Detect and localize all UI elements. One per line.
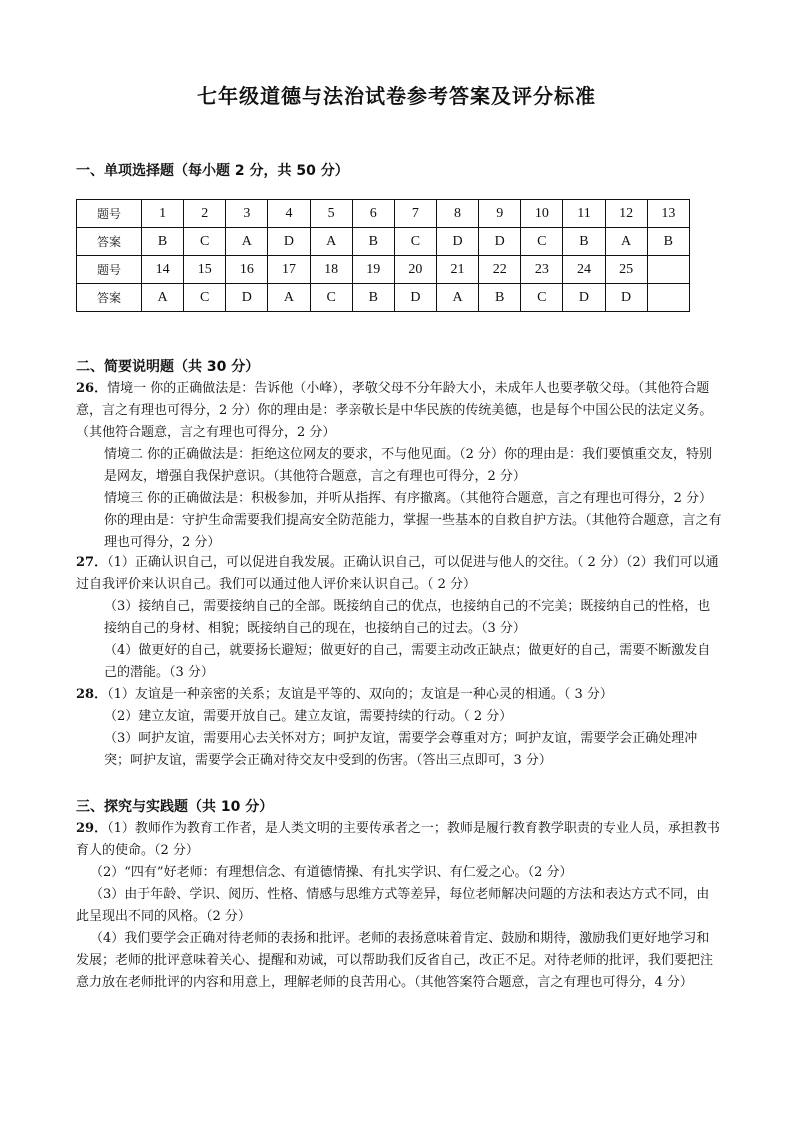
answer-cell: B [142,228,184,256]
q29-paragraph-2: （2）“四有”好老师：有理想信念、有道德情操、有扎实学识、有仁爱之心。（2 分） [90,865,573,880]
question-number: 6 [352,200,394,228]
question-number: 2 [184,200,226,228]
answer-cell: C [394,228,436,256]
question-number: 20 [394,256,436,284]
question-number: 16 [226,256,268,284]
answer-cell: B [563,228,605,256]
answer-cell: B [479,284,521,312]
section3-heading: 三、探究与实践题（共 10 分） [76,799,274,815]
question-number: 3 [226,200,268,228]
question-number: 24 [563,256,605,284]
page-title: 七年级道德与法治试卷参考答案及评分标准 [197,84,596,108]
answer-cell: B [352,284,394,312]
answer-cell: C [521,228,563,256]
q29-text-4: （4）我们要学会正确对待老师的表扬和批评。老师的表扬意味着肯定、鼓励和期待，激励我们更好地学习和发展；老师的批评意味着关心、提醒和劝诫，可以帮助我们反省自己，改正不足。对待老师的批评，我们要把注意力放在老师批评的内容和用意上，理解老师的良苦用心。（其他答案符合题意，言之有理也可得分，4 分） [76,931,714,990]
question-number: 10 [521,200,563,228]
question-number: 5 [310,200,352,228]
q28-number: 28． [76,687,108,702]
answer-cell: A [268,284,310,312]
q27-number: 27． [76,555,108,570]
q26-text-1: 情境一 你的正确做法是：告诉他（小峰），孝敬父母不分年龄大小，未成年人也要孝敬父母。（其他符合题意，言之有理也可得分，2 分）你的理由是：孝亲敬长是中华民族的传统美德，也是每个中国公民的法定义务。（其他符合题意，言之有理也可得分，2 分） [76,381,713,440]
question-number: 8 [436,200,478,228]
answer-cell: C [184,284,226,312]
question-number: 23 [521,256,563,284]
row-header: 题号 [77,256,142,284]
q29-paragraph-4 [76,928,722,994]
question-number: 21 [436,256,478,284]
answer-cell: C [521,284,563,312]
q29-text-3: （3）由于年龄、学识、阅历、性格、情感与思维方式等差异，每位老师解决问题的方法和表达方式不同，由此呈现出不同的风格。（2 分） [76,887,710,924]
q26-paragraph-2: 情境二 你的正确做法是：拒绝这位网友的要求，不与他见面。（2 分）你的理由是：我们要慎重交友，特别是网友，增强自我保护意识。（其他符合题意，言之有理也可得分，2 分） [104,447,713,484]
answer-cell: C [310,284,352,312]
table-row [77,200,690,228]
answer-cell: D [268,228,310,256]
q26-paragraph-3: 情境三 你的正确做法是：积极参加，并听从指挥、有序撤离。（其他符合题意，言之有理也可得分，2 分）你的理由是：守护生命需要我们提高安全防范能力，掌握一些基本的自救自护方法。（其他符合题意，言之有理也可得分，2 分） [104,491,722,550]
question-number: 15 [184,256,226,284]
section1-heading: 一、单项选择题（每小题 2 分，共 50 分） [76,163,349,179]
answer-cell: A [226,228,268,256]
answer-cell: D [479,228,521,256]
question-number: 18 [310,256,352,284]
answer-cell: A [436,284,478,312]
question-number: 7 [394,200,436,228]
q28-text-1: （1）友谊是一种亲密的关系；友谊是平等的、双向的；友谊是一种心灵的相通。（ 3 分） [107,687,613,702]
q26-paragraph-1 [76,378,722,444]
answer-cell: A [142,284,184,312]
section2-heading: 二、简要说明题（共 30 分） [76,359,260,375]
q27-paragraph-4: （4）做更好的自己，就要扬长避短；做更好的自己，需要主动改正缺点；做更好的自己，需要不断激发自己的潜能。（3 分） [104,643,711,680]
question-number: 12 [605,200,647,228]
answer-cell [647,284,689,312]
question-number: 1 [142,200,184,228]
q27-text-1: （1）正确认识自己，可以促进自我发展。正确认识自己，可以促进与他人的交往。（ 2 分）（2）我们可以通过自我评价来认识自己。我们可以通过他人评价来认识自己。（ 2 分） [76,555,719,592]
answer-cell: B [647,228,689,256]
question-number: 22 [479,256,521,284]
question-number: 9 [479,200,521,228]
question-number: 11 [563,200,605,228]
question-number: 17 [268,256,310,284]
question-number: 13 [647,200,689,228]
q29-paragraph-1 [76,818,722,862]
q28-paragraph-3: （3）呵护友谊，需要用心去关怀对方；呵护友谊，需要学会尊重对方；呵护友谊，需要学会正确处理冲突；呵护友谊，需要学会正确对待交友中受到的伤害。（答出三点即可，3 分） [104,731,698,768]
q26-number: 26． [76,381,108,396]
question-number: 4 [268,200,310,228]
q27-paragraph-3: （3）接纳自己，需要接纳自己的全部。既接纳自己的优点，也接纳自己的不完美；既接纳自己的性格，也接纳自己的身材、相貌；既接纳自己的现在，也接纳自己的过去。（3 分） [104,599,711,636]
question-number: 14 [142,256,184,284]
answer-cell: A [310,228,352,256]
answer-cell: C [184,228,226,256]
question-number: 19 [352,256,394,284]
answer-cell: D [394,284,436,312]
row-header: 题号 [77,200,142,228]
answer-cell: D [436,228,478,256]
q28-paragraph-2: （2）建立友谊，需要开放自己。建立友谊，需要持续的行动。（ 2 分） [104,709,513,724]
table-row [77,256,690,284]
answer-cell: B [352,228,394,256]
table-row [77,284,690,312]
q27-paragraph-1 [76,552,722,596]
q29-paragraph-3 [76,884,722,928]
answer-cell: A [605,228,647,256]
answer-table [76,199,690,312]
question-number: 25 [605,256,647,284]
answer-cell: D [563,284,605,312]
q29-number: 29． [76,821,108,836]
q28-paragraph-1 [76,684,722,706]
row-header: 答案 [77,284,142,312]
q29-text-1: （1）教师作为教育工作者，是人类文明的主要传承者之一；教师是履行教育教学职责的专业人员，承担教书育人的使命。（2 分） [76,821,720,858]
question-number [647,256,689,284]
table-row [77,228,690,256]
answer-cell: D [226,284,268,312]
answer-cell: D [605,284,647,312]
row-header: 答案 [77,228,142,256]
